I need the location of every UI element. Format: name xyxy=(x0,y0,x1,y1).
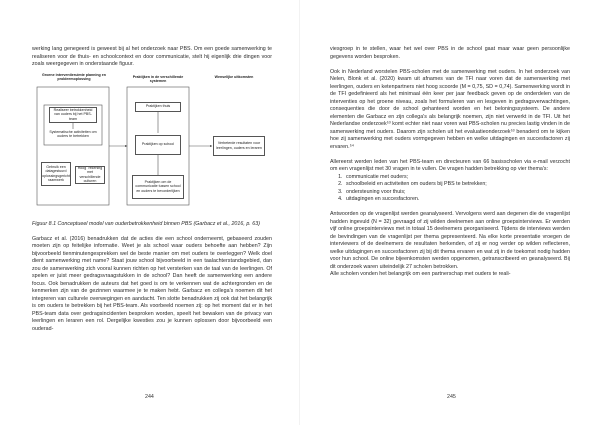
planning-frame xyxy=(37,87,109,205)
page-number-left: 244 xyxy=(145,394,154,400)
box-praktijken-school: Praktijken op school xyxy=(135,135,181,155)
right-paragraph-3: Allereerst werden leden van het PBS-team en directeuren van 66 basisscholen via e-mail verzocht om een vragenlijst met 30 vragen in te vullen. De vragen hadden betrekking op vier thema's: xyxy=(330,158,570,172)
right-paragraph-4: Antwoorden op de vragenlijst werden geanalyseerd. Vervolgens werd aan degenen die de vragenlijst hadden ingevuld (N = 32) gevraagd of zij wilden deelnemen aan online groepsinterviews. Er werden vijf online groepsinterviews met in totaal 15 deelnemers georganiseerd. Tijdens de interviews werden de bevindingen van de vragenlijst per thema gepresenteerd. Na elke korte presentatie vroegen de interviewers of de deelnemers de resultaten herkenden, of zij er nog verder op wilden reflecteren, welke uitdagingen en succesfactoren zij bij dit thema ervaren en wat zij in de toekomst nodig hadden voor hun school. De online bijeenkomsten werden opgenomen, getranscribeerd en geanalyseerd. Bij dit onderzoek waren uiteindelijk 27 scholen betrokken. xyxy=(330,211,570,270)
list-item: 3. ondersteuning voor thuis; xyxy=(344,189,570,197)
right-paragraph-2: Ook in Nederland worstelen PBS-scholen met de samenwerking met ouders. In het onderzoek van Nelen, Blonk et al. (2020) kwam uit afnames van de TFI naar voren dat de samenwerking met leerlingen, ouders en ketenpartners niet hoog scoorde (M = 0,75, SD = 0,74). Samenwerking wordt in de TFI gedefinieerd als het minimaal één keer per jaar feedback geven op de onderdelen van de interventies op het groene niveau, zoals het formuleren van en lesgeven in gedragsverwachtingen, consequenties die door de school gehanteerd worden en het beloningssysteem. De andere elementen die Garbacz en zijn collega's als belangrijk noemen, zijn niet verwerkt in de TFI. Uit het Nederlandse onderzoek⁵³ komt echter niet naar voren wat PBS-scholen nu precies lastig vinden in de samenwerking met ouders. Daarom zijn scholen uit het evaluatieonderzoek⁵³ benaderd om te kijken hoe zij samenwerking met ouders vormgegeven hebben en welke uitdagingen en succesfactoren zij ervaren.⁵⁴ xyxy=(330,68,570,150)
list-item: 2. schoolbeleid en activiteiten om ouders bij PBS te betrekken; xyxy=(344,181,570,189)
box-datagestuurd: Gebruik een datagestuurd oplossingsgericht raamwerk xyxy=(41,162,71,186)
box-verbeterde-resultaten: Verbeterde resultaten voor leerlingen, ouders en leraren xyxy=(213,136,265,156)
left-paragraph-1: werking lang genegeerd is geweest bij al het onderzoek naar PBS. Om een goede samenwerking te realiseren voor de thuis- en schoolcontext en door communicatie, stelt hij eigenlijk drie dingen voor zoals weergegeven in onderstaande figuur. xyxy=(32,46,272,67)
right-paragraph-1: viesgroep in te stellen, waar het wel over PBS in de school gaat maar waar geen persoonlijke gegevens worden besproken. xyxy=(330,46,570,60)
box-ouders-betrokken: Realiseer betrokkenheid van ouders bij het PBS-team xyxy=(49,107,97,123)
themes-list xyxy=(330,174,570,204)
left-paragraph-2: Garbacz et al. (2016) benadrukken dat de acties die een school onderneemt, gebaseerd zouden moeten zijn op feitelijke informatie. Weet je als school waar ouders behoefte aan hebben? Zijn bijvoorbeeld tienminutengesprekken wel de beste manier om met ouders te overleggen? Welk doel dient samenwerking met name? Staat jouw school bijvoorbeeld in een taalachterstandsgebied, dan zou de samenwerking zich vooral kunnen richten op het versterken van de taal van de leerlingen. Of spelen er juist meer gedragsvraagstukken in de school? Dan heeft de samenwerking een andere focus. Ook benadrukken de auteurs dat het goed is om te verkennen wat de achtergronden en de kenmerken zijn van de gezinnen waarmee je te maken hebt. Garbacz en collega's noemen dit het integreren van culturele overwegingen en aandacht. Ten slotte benadrukken zij ook dat het belangrijk is om ouders te betrekken bij het PBS-team. Als voorbeeld noemen zij: op het moment dat er in het PBS-team data over gedragsincidenten besproken worden, speelt het bewaken van de privacy van leerlingen en leraren een rol. Dergelijke kwesties zou je kunnen oplossen door bijvoorbeeld een ouderad- xyxy=(32,235,272,332)
page-number-right: 245 xyxy=(447,394,456,400)
box-culturen: Hoog´ rekening met verschillende culturen xyxy=(75,166,105,184)
conceptual-model-figure xyxy=(32,73,272,219)
label-systematische-activiteiten: Systematische activiteiten om ouders te betrekken xyxy=(49,129,97,138)
left-column xyxy=(32,46,272,333)
right-paragraph-5: Alle scholen vonden het belangrijk om een partnerschap met ouders te reali- xyxy=(330,271,511,277)
right-page xyxy=(300,0,600,425)
header-practices: Praktijken in de verschillende systemen xyxy=(132,74,184,83)
list-item: 4. uitdagingen en succesfactoren. xyxy=(344,196,570,204)
list-item: 1. communicatie met ouders; xyxy=(344,174,570,182)
box-praktijken-thuis: Praktijken thuis xyxy=(135,102,181,112)
figure-caption: Figuur 8.1 Conceptueel model van ouderbetrokkenheid binnen PBS (Garbacz et al., 2016, p. 63) xyxy=(32,220,260,227)
header-planning: Groene interventieruimte planning en probleemoplossing xyxy=(42,72,106,81)
header-outcomes: Wenselijke uitkomsten xyxy=(214,74,254,79)
box-praktijken-communicatie: Praktijken om de communicatie tussen school en ouders te bevorderlijken xyxy=(132,175,184,199)
right-column xyxy=(330,46,570,279)
